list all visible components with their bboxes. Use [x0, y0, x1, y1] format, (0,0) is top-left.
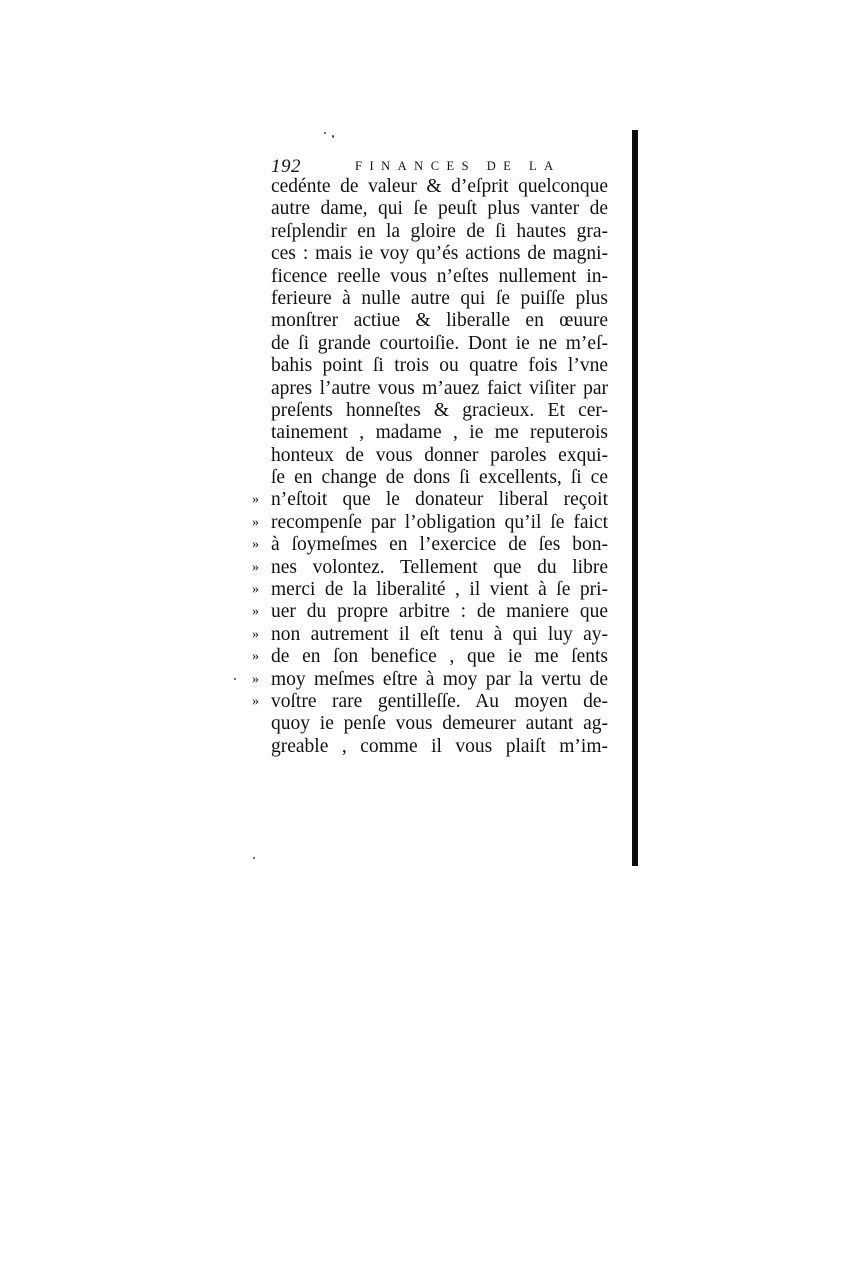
text-line-content: ſe en change de dons ſi excellents, ſi ce: [271, 467, 608, 489]
text-line-content: merci de la liberalité , il vient à ſe pri-: [271, 579, 608, 601]
text-line: [252, 690, 608, 713]
text-line-content: reſplendir en la gloire de ſi hautes gra-: [271, 220, 608, 242]
text-line: [252, 601, 608, 623]
quotation-marker: »: [252, 559, 258, 575]
quotation-marker: »: [252, 671, 258, 687]
body-text: [252, 176, 611, 758]
text-line: [271, 422, 608, 444]
text-line: [271, 176, 608, 198]
text-line: [271, 243, 608, 265]
text-line-content: non autrement il eſt tenu à qui luy ay-: [271, 623, 608, 645]
text-line-content: de ſi grande courtoiſie. Dont ie ne m’eſ-: [271, 332, 608, 354]
text-line: [271, 378, 608, 400]
text-line: [271, 467, 608, 489]
text-line: [252, 623, 608, 646]
text-line-content: à ſoymeſmes en l’exercice de ſes bon-: [271, 534, 608, 556]
quotation-marker: »: [252, 514, 258, 530]
ink-speck: [324, 132, 326, 134]
text-line: [271, 355, 608, 377]
text-line: [271, 333, 608, 355]
text-line: [271, 288, 608, 310]
text-line: [271, 198, 608, 220]
text-line: [252, 534, 608, 556]
text-line-content: apres l’autre vous m’auez faict viſiter par: [271, 377, 608, 399]
text-line-content: recompenſe par l’obligation qu’il ſe faict: [271, 511, 608, 533]
text-line-content: voſtre rare gentilleſſe. Au moyen de-: [271, 690, 608, 712]
text-line: [271, 400, 608, 422]
text-line-content: nes volontez. Tellement que du libre: [271, 556, 608, 578]
text-line-content: honteux de vous donner paroles exqui-: [271, 444, 608, 466]
quotation-marker: »: [252, 604, 258, 620]
running-head-title: FINANCES DE LA: [355, 159, 561, 173]
quotation-marker: »: [252, 626, 258, 642]
text-line: [252, 489, 608, 511]
text-line: [271, 445, 608, 467]
page-number: 192: [271, 156, 301, 177]
text-line-content: de en ſon benefice , que ie me ſents: [271, 646, 608, 668]
text-line: [271, 736, 608, 758]
text-line-content: preſents honneſtes & gracieux. Et cer-: [271, 399, 608, 421]
text-line: [252, 579, 608, 601]
text-line-content: tainement , madame , ie me reputerois: [271, 422, 608, 444]
text-line: [252, 511, 608, 534]
text-line: [252, 668, 608, 691]
text-line-content: ces : mais ie voy qu’és actions de magni-: [271, 243, 608, 265]
text-line-content: greable , comme il vous plaiſt m’im-: [271, 735, 608, 757]
binding-edge: [632, 130, 638, 866]
text-line-content: monſtrer actiue & liberalle en œuure: [271, 310, 608, 332]
quotation-marker: »: [252, 649, 258, 665]
quotation-marker: »: [252, 582, 258, 598]
text-line-content: uer du propre arbitre : de maniere que: [271, 601, 608, 623]
text-line-content: ferieure à nulle autre qui ſe puiſſe plus: [271, 287, 608, 309]
text-line-content: n’eſtoit que le donateur liberal reçoit: [271, 489, 608, 511]
quotation-marker: »: [252, 492, 258, 508]
ink-speck: [253, 857, 255, 859]
text-line: [271, 221, 608, 243]
text-line-content: bahis point ſi trois ou quatre fois l’vne: [271, 355, 608, 377]
quotation-marker: »: [252, 537, 258, 553]
text-line: [271, 310, 608, 332]
text-line-content: cedénte de valeur & d’eſprit quelconque: [271, 176, 608, 197]
ink-speck: [332, 135, 334, 138]
text-line: [252, 556, 608, 579]
text-line-content: autre dame, qui ſe peuſt plus vanter de: [271, 198, 608, 220]
text-line: [271, 713, 608, 735]
text-line: [252, 646, 608, 668]
ink-speck: [234, 678, 236, 680]
text-line: [271, 266, 608, 288]
quotation-marker: »: [252, 693, 258, 709]
text-line-content: ficence reelle vous n’eſtes nullement in-: [271, 265, 608, 287]
text-line-content: moy meſmes eſtre à moy par la vertu de: [271, 668, 608, 690]
text-line-content: quoy ie penſe vous demeurer autant ag-: [271, 713, 608, 735]
